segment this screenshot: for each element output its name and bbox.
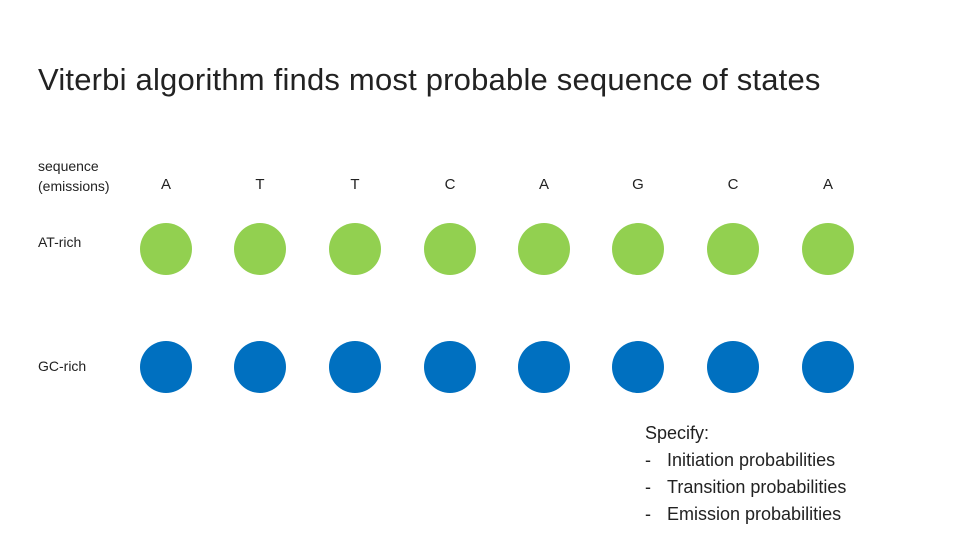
gc-rich-state-node: [707, 341, 759, 393]
slide-title: Viterbi algorithm finds most probable sequence of states: [38, 62, 821, 97]
gc-rich-state-node: [234, 341, 286, 393]
specify-item-transition: [645, 474, 846, 501]
at-rich-state-node: [140, 223, 192, 275]
gc-rich-state-node: [802, 341, 854, 393]
bullet-dash: -: [645, 477, 651, 497]
emission-symbol: A: [538, 176, 549, 193]
emission-symbol: C: [444, 176, 456, 193]
emission-symbol: A: [822, 176, 833, 193]
gc-rich-state-node: [424, 341, 476, 393]
bullet-dash: -: [645, 504, 651, 524]
specify-item-emission: [645, 501, 846, 528]
specify-item-text: Initiation probabilities: [667, 450, 836, 470]
gc-rich-state-node: [518, 341, 570, 393]
emission-sequence: [0, 176, 960, 198]
at-rich-state-node: [612, 223, 664, 275]
specify-item-initiation: [645, 447, 846, 474]
at-rich-state-label: AT-rich: [38, 234, 82, 250]
gc-rich-state-node: [140, 341, 192, 393]
specify-heading: Specify:: [645, 423, 710, 443]
emission-symbol: T: [255, 176, 265, 193]
gc-rich-state-node: [612, 341, 664, 393]
gc-rich-state-label: GC-rich: [38, 358, 87, 374]
at-rich-state-node: [707, 223, 759, 275]
emission-symbol: G: [632, 176, 644, 193]
specify-item-text: Emission probabilities: [667, 504, 842, 524]
sequence-label-line2: (emissions): [38, 178, 110, 194]
at-rich-state-node: [802, 223, 854, 275]
at-rich-state-node: [234, 223, 286, 275]
sequence-label-line1: sequence: [38, 158, 99, 174]
gc-rich-state-node: [329, 341, 381, 393]
emission-symbol: C: [727, 176, 739, 193]
at-rich-state-node: [329, 223, 381, 275]
emission-symbol: A: [160, 176, 171, 193]
emission-symbol: T: [350, 176, 360, 193]
at-rich-state-node: [518, 223, 570, 275]
at-rich-state-node: [424, 223, 476, 275]
specify-item-text: Transition probabilities: [667, 477, 847, 497]
specify-box: [645, 420, 846, 528]
bullet-dash: -: [645, 450, 651, 470]
